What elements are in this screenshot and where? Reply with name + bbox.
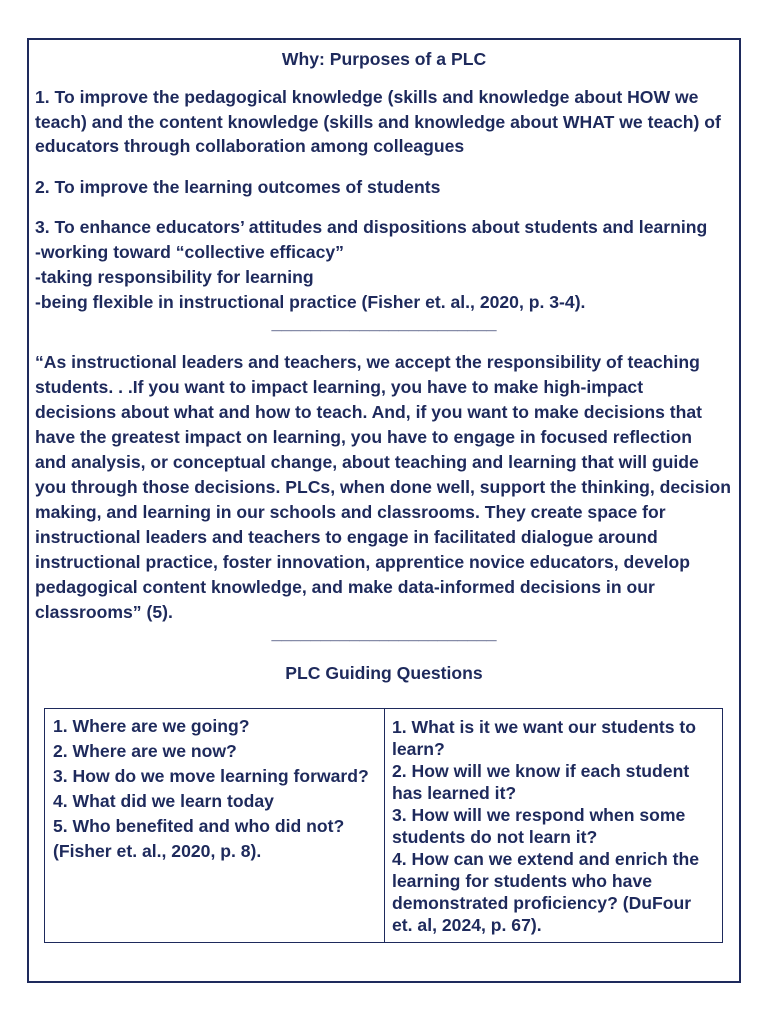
guiding-question-line: 2. How will we know if each student: [392, 760, 690, 781]
quote-line: instructional practice, foster innovation, apprentice novice educators, develop: [35, 552, 691, 572]
guiding-question: 2. Where are we now?: [53, 741, 237, 761]
quote-line: you through those decisions. PLCs, when done well, support the thinking, decision: [35, 477, 731, 497]
separator-line: _______________________: [271, 313, 497, 333]
guiding-questions-left-cell: [53, 714, 369, 864]
quote-line: instructional leaders and teachers to engage in facilitated dialogue around: [35, 527, 658, 547]
citation: (Fisher et. al., 2020, p. 8).: [53, 841, 262, 861]
guiding-question: 1. Where are we going?: [53, 716, 250, 736]
guiding-question-line: has learned it?: [392, 782, 517, 803]
page-title-block: [29, 47, 739, 72]
guiding-question: 4. What did we learn today: [53, 791, 274, 811]
citation-line: et. al, 2024, p. 67).: [392, 914, 542, 935]
separator-line: _______________________: [271, 623, 497, 643]
guiding-question-line: learning for students who have: [392, 870, 653, 891]
quote-line: pedagogical content knowledge, and make data-informed decisions in our: [35, 577, 655, 597]
purpose-1-line: 1. To improve the pedagogical knowledge (skills and knowledge about HOW we: [35, 87, 699, 107]
purpose-3-bullet: -taking responsibility for learning: [35, 267, 314, 287]
guiding-question-line: 4. How can we extend and enrich the: [392, 848, 699, 869]
quote-line: have the greatest impact on learning, you have to engage in focused reflection: [35, 427, 692, 447]
purpose-3-bullet: -working toward “collective efficacy”: [35, 242, 344, 262]
quote-line: classrooms” (5).: [35, 602, 173, 622]
purpose-1-line: teach) and the content knowledge (skills and knowledge about WHAT we teach) of: [35, 111, 721, 132]
section-separator-2: [29, 621, 739, 646]
guiding-questions-table: [44, 708, 723, 943]
table-column-divider: [384, 709, 385, 942]
guiding-question-line: 1. What is it we want our students to: [392, 716, 696, 737]
guiding-question: 3. How do we move learning forward?: [53, 766, 369, 786]
guiding-question-line: learn?: [392, 738, 445, 759]
quote-block: [35, 350, 731, 625]
guiding-question-line: 3. How will we respond when some: [392, 804, 686, 825]
quote-line: making, and learning in our schools and classrooms. They create space for: [35, 502, 666, 522]
guiding-questions-right-cell: [392, 716, 699, 936]
purpose-item-3: [35, 215, 707, 315]
quote-line: decisions about what and how to teach. And, if you want to make decisions that: [35, 402, 703, 422]
purpose-item-1: [35, 85, 721, 159]
quote-line: and analysis, or conceptual change, about teaching and learning that will guide: [35, 452, 699, 472]
guiding-question-line: demonstrated proficiency? (DuFour: [392, 892, 692, 913]
purpose-item-2: [35, 175, 440, 200]
purpose-1-line: educators through collaboration among colleagues: [35, 136, 465, 156]
section-separator-1: [29, 311, 739, 336]
quote-line: “As instructional leaders and teachers, we accept the responsibility of teaching: [35, 352, 700, 372]
guiding-questions-heading-block: [29, 661, 739, 686]
purpose-3-bullet: -being flexible in instructional practice (Fisher et. al., 2020, p. 3-4).: [35, 292, 586, 312]
guiding-questions-heading: PLC Guiding Questions: [285, 663, 483, 683]
page-title: Why: Purposes of a PLC: [281, 49, 487, 69]
document-frame: [27, 38, 741, 983]
purpose-2-line: 2. To improve the learning outcomes of students: [35, 177, 441, 197]
purpose-3-line: 3. To enhance educators’ attitudes and dispositions about students and learning: [35, 217, 708, 237]
guiding-question-line: students do not learn it?: [392, 826, 598, 847]
guiding-question: 5. Who benefited and who did not?: [53, 816, 345, 836]
quote-line: students. . .If you want to impact learning, you have to make high-impact: [35, 377, 644, 397]
